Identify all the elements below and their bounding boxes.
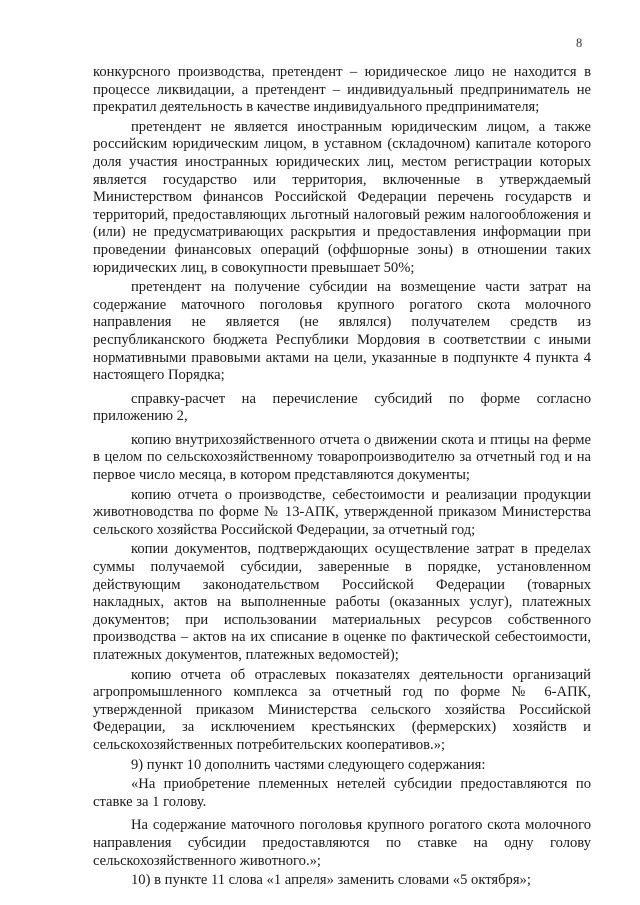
paragraph: копии документов, подтверждающих осуществление затрат в пределах суммы получаемой субсидии, заверенные в порядке, установленном действующим законодательством Российской Федерации (товарных накладных, актов на выполненные работы (оказанных услуг), платежных документов; при использовании материальных ресурсов собственного производства – актов на их списание в оценке по фактической себестоимости, платежных документов, платежных ведомостей); xyxy=(93,541,591,663)
page-number: 8 xyxy=(576,36,583,50)
paragraph: «На приобретение племенных нетелей субсидии предоставляются по ставке за 1 голову. xyxy=(93,776,591,810)
paragraph: копию внутрихозяйственного отчета о движении скота и птицы на ферме в целом по сельскохозяйственному товаропроизводителю за отчетный год и на первое число месяца, в котором представляются документы; xyxy=(93,431,591,484)
paragraph: 9) пункт 10 дополнить частями следующего содержания: xyxy=(131,756,486,773)
paragraph: справку-расчет на перечисление субсидий по форме согласно приложению 2, xyxy=(93,390,591,425)
paragraph: копию отчета об отраслевых показателях деятельности организаций агропромышленного комплекса за отчетный год по форме № 6-АПК, утвержденной приказом Министерства сельского хозяйства Российской Федерации, за исключением крестьянских (фермерских) хозяйств и сельскохозяйственных потребительских кооперативов.»; xyxy=(93,666,591,753)
paragraph: копию отчета о производстве, себестоимости и реализации продукции животноводства по форме № 13-АПК, утвержденной приказом Министерства сельского хозяйства Российской Федерации, за отчетный год; xyxy=(93,486,591,538)
paragraph: конкурсного производства, претендент – юридическое лицо не находится в процессе ликвидации, а претендент – индивидуальный предприниматель не прекратил деятельность в качестве индивидуального предпринимателя; xyxy=(93,64,591,116)
document-body xyxy=(93,64,591,892)
paragraph: 10) в пункте 11 слова «1 апреля» заменить словами «5 октября»; xyxy=(131,872,531,889)
paragraph: претендент на получение субсидии на возмещение части затрат на содержание маточного поголовья крупного рогатого скота молочного направления не является (не являлся) получателем средств из республиканского бюджета Республики Мордовия в соответствии с иными нормативными правовыми актами на цели, указанные в подпункте 4 пункта 4 настоящего Порядка; xyxy=(93,279,591,384)
paragraph: На содержание маточного поголовья крупного рогатого скота молочного направления субсидии предоставляются по ставке на одну голову сельскохозяйственного животного.»; xyxy=(93,817,591,869)
paragraph: претендент не является иностранным юридическим лицом, а также российским юридическим лицом, в уставном (складочном) капитале которого доля участия иностранных юридических лиц, местом регистрации которых является государство или территория, включенные в утверждаемый Министерством финансов Российской Федерации перечень государств и территорий, предоставляющих льготный налоговый режим налогообложения и (или) не предусматривающих раскрытия и предоставления информации при проведении финансовых операций (оффшорные зоны) в отношении таких юридических лиц, в совокупности превышает 50%; xyxy=(93,118,591,276)
